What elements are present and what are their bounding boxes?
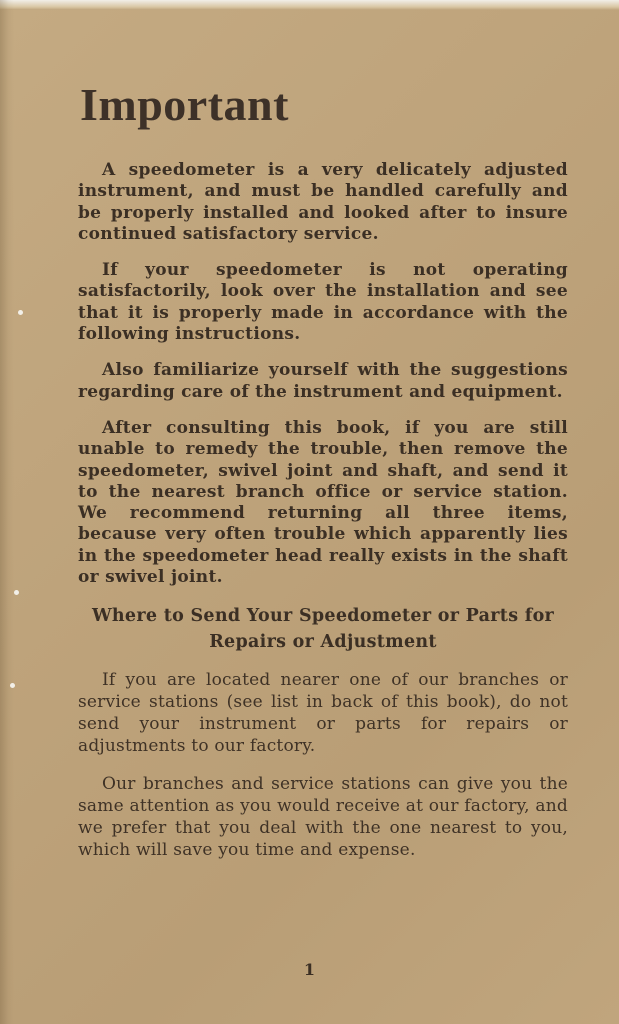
paragraph: If your speedometer is not operating satisfactorily, look over the installation and see that it is properly made in accordance with the following instructions. bbox=[78, 260, 568, 345]
paragraph: Our branches and service stations can give you the same attention as you would receive at our factory, and we prefer that you deal with the one nearest to you, which will save you time and expense. bbox=[78, 774, 568, 861]
page-title: Important bbox=[80, 79, 289, 130]
page-content bbox=[78, 78, 568, 877]
paragraph: If you are located nearer one of our branches or service stations (see list in back of this book), do not send your instrument or parts for repairs or adjustments to our factory. bbox=[78, 670, 568, 757]
binding-edge bbox=[0, 0, 14, 1024]
section-heading: Where to Send Your Speedometer or Parts for Repairs or Adjustment bbox=[91, 606, 555, 653]
paragraph: A speedometer is a very delicately adjusted instrument, and must be handled carefully and be properly installed and looked after to insure continued satisfactory service. bbox=[78, 160, 568, 244]
paragraph: Also familiarize yourself with the suggestions regarding care of the instrument and equipment. bbox=[78, 360, 568, 402]
binding-hole bbox=[14, 590, 19, 595]
binding-hole bbox=[10, 683, 15, 688]
page-number: 1 bbox=[303, 960, 316, 979]
page-top-edge bbox=[0, 0, 619, 10]
binding-hole bbox=[18, 310, 23, 315]
paragraph: After consulting this book, if you are still unable to remedy the trouble, then remove the speedometer, swivel joint and shaft, and send it to the nearest branch office or service station. We recommend returning all three items, because very often trouble which apparently lies in the speedometer head really exists in the shaft or swivel joint. bbox=[78, 417, 568, 588]
